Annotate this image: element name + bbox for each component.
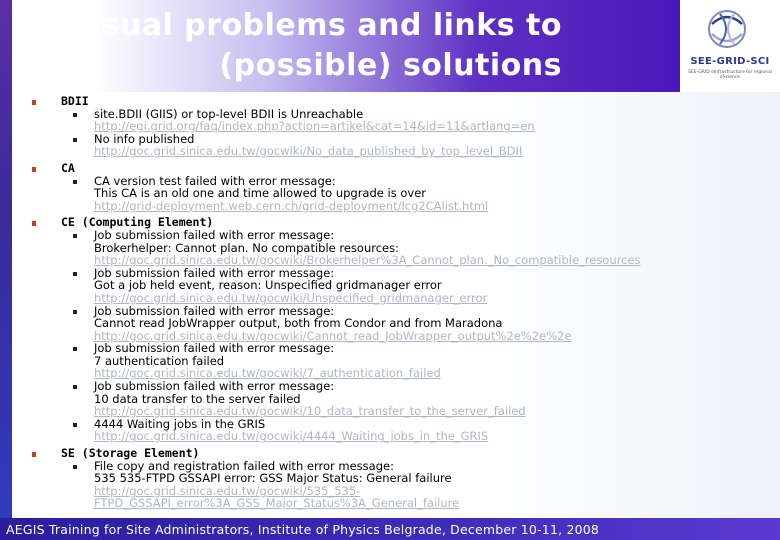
section-ca: [30, 162, 770, 175]
item-bullet-icon: [73, 347, 77, 351]
section-heading: CE (Computing Element): [61, 215, 214, 230]
item-text: site.BDII (GIIS) or top-level BDII is Unreachable: [94, 106, 364, 121]
item-text: CA version test failed with error message:: [94, 173, 336, 188]
item-text: File copy and registration failed with error message:: [94, 458, 394, 473]
item-text: This CA is an old one and time allowed to upgrade is over: [94, 186, 427, 201]
item-text: Job submission failed with error message:: [94, 227, 335, 242]
list-item: [30, 133, 770, 158]
item-text: 535 535-FTPD GSSAPI error: GSS Major Status: General failure: [94, 471, 452, 486]
slide-title: [77, 6, 562, 86]
section-bullet-icon: [32, 452, 36, 457]
item-bullet-icon: [73, 180, 77, 184]
item-text: Cannot read JobWrapper output, both from Condor and from Maradona: [94, 316, 503, 331]
logo-text: SEE-GRID-SCI: [690, 56, 770, 67]
footer-text: AEGIS Training for Site Administrators, Institute of Physics Belgrade, December 10-11, 2008: [6, 522, 600, 537]
list-item: [30, 108, 770, 133]
title-line-2: (possible) solutions: [219, 48, 562, 83]
solution-link[interactable]: http://goc.grid.sinica.edu.tw/gocwiki/Cannot_read_JobWrapper_output%2e%2e%2e: [94, 328, 572, 343]
left-accent-bar: [0, 0, 12, 540]
list-item: [30, 380, 770, 418]
solution-link[interactable]: http://goc.grid.sinica.edu.tw/gocwiki/No_data_published_by_top_level_BDII: [94, 144, 523, 159]
item-bullet-icon: [73, 310, 77, 314]
item-text: 10 data transfer to the server failed: [94, 391, 301, 406]
list-item: [30, 460, 770, 510]
item-text: Brokerhelper: Cannot plan. No compatible resources:: [94, 240, 399, 255]
logo: [680, 0, 780, 92]
list-item: [30, 267, 770, 305]
globe-logo-icon: [702, 6, 752, 52]
section-bullet-icon: [32, 167, 36, 172]
solution-link[interactable]: http://goc.grid.sinica.edu.tw/gocwiki/10_data_transfer_to_the_server_failed: [94, 404, 526, 419]
item-text: 7 authentication failed: [94, 353, 225, 368]
solution-link[interactable]: http://goc.grid.sinica.edu.tw/gocwiki/4444_Waiting_jobs_in_the_GRIS: [94, 429, 489, 444]
solution-link[interactable]: http://goc.grid.sinica.edu.tw/gocwiki/Brokerhelper%3A_Cannot_plan._No_compatible_resources: [94, 253, 641, 268]
section-heading: BDII: [61, 94, 89, 108]
item-text: Job submission failed with error message:: [94, 379, 335, 394]
section-se: [30, 447, 770, 460]
solution-link[interactable]: http://egi.grid.org/faq/index.php?action=artikel&cat=14&id=11&artlang=en: [94, 119, 535, 134]
section-bdii: [30, 95, 770, 108]
list-item: [30, 342, 770, 380]
title-banner: [12, 0, 680, 92]
list-item: [30, 175, 770, 213]
section-heading: CA: [61, 160, 75, 175]
item-text: Job submission failed with error message:: [94, 265, 335, 280]
list-item: [30, 229, 770, 267]
item-bullet-icon: [73, 272, 77, 276]
item-bullet-icon: [73, 385, 77, 389]
section-bullet-icon: [32, 100, 36, 105]
item-bullet-icon: [73, 423, 77, 427]
solution-link[interactable]: FTPD_GSSAPI_error%3A_GSS_Major_Status%3A_General_failure: [94, 496, 460, 511]
slide-content: [30, 94, 770, 510]
item-text: Job submission failed with error message:: [94, 341, 335, 356]
solution-link[interactable]: http://goc.grid.sinica.edu.tw/gocwiki/7_authentication_failed: [94, 366, 441, 381]
item-bullet-icon: [73, 138, 77, 142]
list-item: [30, 418, 770, 443]
item-bullet-icon: [73, 113, 77, 117]
item-bullet-icon: [73, 465, 77, 469]
item-text: 4444 Waiting jobs in the GRIS: [94, 416, 266, 431]
section-heading: SE (Storage Element): [61, 446, 200, 461]
title-line-1: Usual problems and links to: [76, 8, 562, 43]
item-text: Got a job held event, reason: Unspecified gridmanager error: [94, 278, 442, 293]
item-text: No info published: [94, 131, 195, 146]
solution-link[interactable]: http://goc.grid.sinica.edu.tw/gocwiki/Unspecified_gridmanager_error: [94, 290, 488, 305]
solution-link[interactable]: http://grid-deployment.web.cern.ch/grid-deployment/lcg2CAlist.html: [94, 198, 489, 213]
list-item: [30, 305, 770, 343]
logo-subtext: SEE-GRID eInfrastructure for regional eScience: [687, 70, 773, 80]
item-bullet-icon: [73, 234, 77, 238]
item-text: Job submission failed with error message:: [94, 303, 335, 318]
section-bullet-icon: [32, 221, 36, 226]
solution-link[interactable]: http://goc.grid.sinica.edu.tw/gocwiki/535_535-: [94, 483, 361, 498]
footer-bar: [0, 518, 780, 540]
